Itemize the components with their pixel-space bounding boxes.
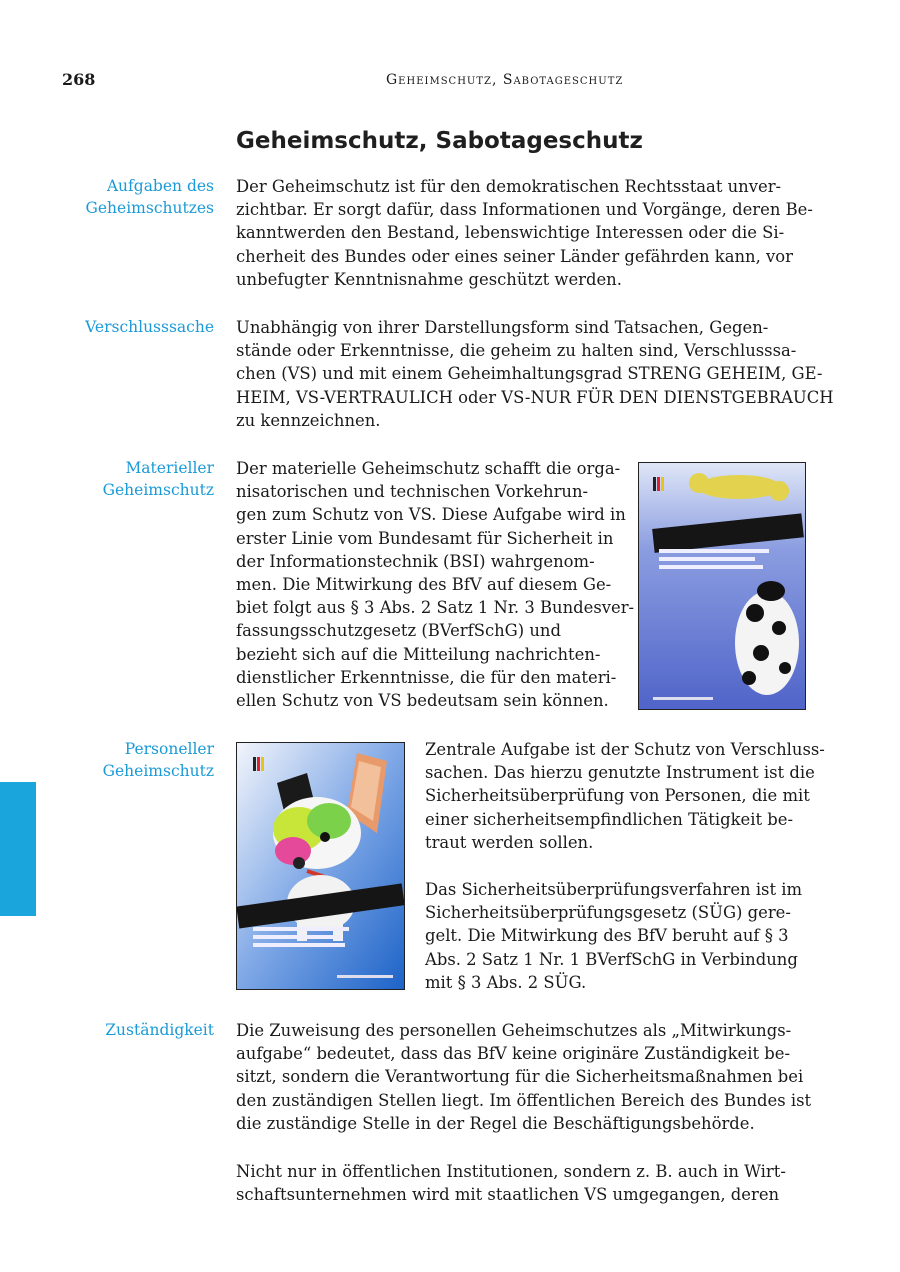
text-line: erster Linie vom Bundesamt für Sicherheit in [236,528,614,548]
chapter-side-tab [0,782,36,916]
text-line: HEIM, VS-VERTRAULICH oder VS-NUR FÜR DEN DIENSTGEBRAUCH [236,387,834,407]
text-line: sitzt, sondern die Verantwortung für die Sicherheitsmaßnahmen bei [236,1067,804,1087]
text-line: Der materielle Geheimschutz schafft die orga- [236,459,621,478]
text-line: kanntwerden den Bestand, lebenswichtige Interessen oder die Si- [236,223,785,243]
text-line: die zuständige Stelle in der Regel die Beschäftigungsbehörde. [236,1113,755,1133]
text-line: zu kennzeichnen. [236,410,381,430]
margin-note-line: Materieller [125,459,214,477]
text-line: zichtbar. Er sorgt dafür, dass Informationen und Vorgänge, deren Be- [236,200,813,220]
text-line: cherheit des Bundes oder eines seiner Länder gefährden kann, vor [236,246,793,266]
text-line: den zuständigen Stellen liegt. Im öffentlichen Bereich des Bundes ist [236,1090,812,1110]
paragraph-wirtschaft [236,1160,786,1206]
margin-note-line: Aufgaben des [106,177,214,195]
poster-image-bone-dog [638,462,806,710]
margin-note-zustaendigkeit [44,1019,214,1041]
text-line: Unabhängig von ihrer Darstellungsform sind Tatsachen, Gegen- [236,318,769,337]
margin-note-line: Geheimschutz [102,481,214,499]
poster-image-painted-dog [236,742,405,990]
text-line: Zentrale Aufgabe ist der Schutz von Verschluss- [425,740,825,759]
text-line: Das Sicherheitsüberprüfungsverfahren ist im [425,880,803,899]
text-line: gelt. Die Mitwirkung des BfV beruht auf § 3 [425,926,789,946]
text-line: Sicherheitsüberprüfung von Personen, die mit [425,786,810,806]
margin-note-line: Geheimschutzes [85,199,214,217]
text-line: mit § 3 Abs. 2 SÜG. [425,972,587,992]
text-line: dienstlicher Erkenntnisse, die für den materi- [236,667,617,687]
text-line: stände oder Erkenntnisse, die geheim zu halten sind, Verschlusssa- [236,341,797,361]
paragraph-verschlusssache [236,316,834,432]
margin-note-line: Verschlusssache [85,318,214,336]
margin-note-line: Zuständigkeit [105,1021,214,1039]
paragraph-zustaendigkeit [236,1019,811,1135]
margin-note-materieller [44,457,214,501]
page-number: 268 [62,70,96,89]
page-title: Geheimschutz, Sabotageschutz [236,128,643,154]
text-line: biet folgt aus § 3 Abs. 2 Satz 1 Nr. 3 Bundesver- [236,598,635,618]
text-line: Sicherheitsüberprüfungsgesetz (SÜG) gere- [425,903,791,923]
text-line: ellen Schutz von VS bedeutsam sein können. [236,691,609,711]
paragraph-personeller-geheimschutz [425,738,825,854]
running-head: Geheimschutz, Sabotageschutz [386,72,624,88]
text-line: schaftsunternehmen wird mit staatlichen VS umgegangen, deren [236,1185,780,1205]
text-line: der Informationstechnik (BSI) wahrgenom- [236,551,595,571]
text-line: sachen. Das hierzu genutzte Instrument ist die [425,763,815,783]
text-line: traut werden sollen. [425,832,594,852]
text-line: unbefugter Kenntnisnahme geschützt werden. [236,269,622,289]
paragraph-sicherheitsueberpruefung [425,878,802,994]
text-line: Abs. 2 Satz 1 Nr. 1 BVerfSchG in Verbindung [425,949,798,969]
text-line: aufgabe“ bedeutet, dass das BfV keine originäre Zuständigkeit be- [236,1044,791,1064]
text-line: gen zum Schutz von VS. Diese Aufgabe wird in [236,505,626,525]
text-line: Die Zuweisung des personellen Geheimschutzes als „Mitwirkungs- [236,1021,792,1040]
margin-note-personeller [44,738,214,782]
text-line: einer sicherheitsempfindlichen Tätigkeit be- [425,809,794,829]
margin-note-verschlusssache [44,316,214,338]
text-line: Nicht nur in öffentlichen Institutionen, sondern z. B. auch in Wirt- [236,1162,786,1181]
text-line: men. Die Mitwirkung des BfV auf diesem Ge- [236,575,612,595]
text-line: nisatorischen und technischen Vorkehrun- [236,482,589,502]
text-line: chen (VS) und mit einem Geheimhaltungsgrad STRENG GEHEIM, GE- [236,364,823,384]
margin-note-line: Personeller [124,740,214,758]
margin-note-aufgaben [44,175,214,219]
text-line: Der Geheimschutz ist für den demokratischen Rechtsstaat unver- [236,177,782,196]
paragraph-materieller-geheimschutz [236,457,634,712]
margin-note-line: Geheimschutz [102,762,214,780]
text-line: fassungsschutzgesetz (BVerfSchG) und [236,621,561,641]
text-line: bezieht sich auf die Mitteilung nachrichten- [236,644,601,664]
paragraph-geheimschutz-intro [236,175,813,291]
